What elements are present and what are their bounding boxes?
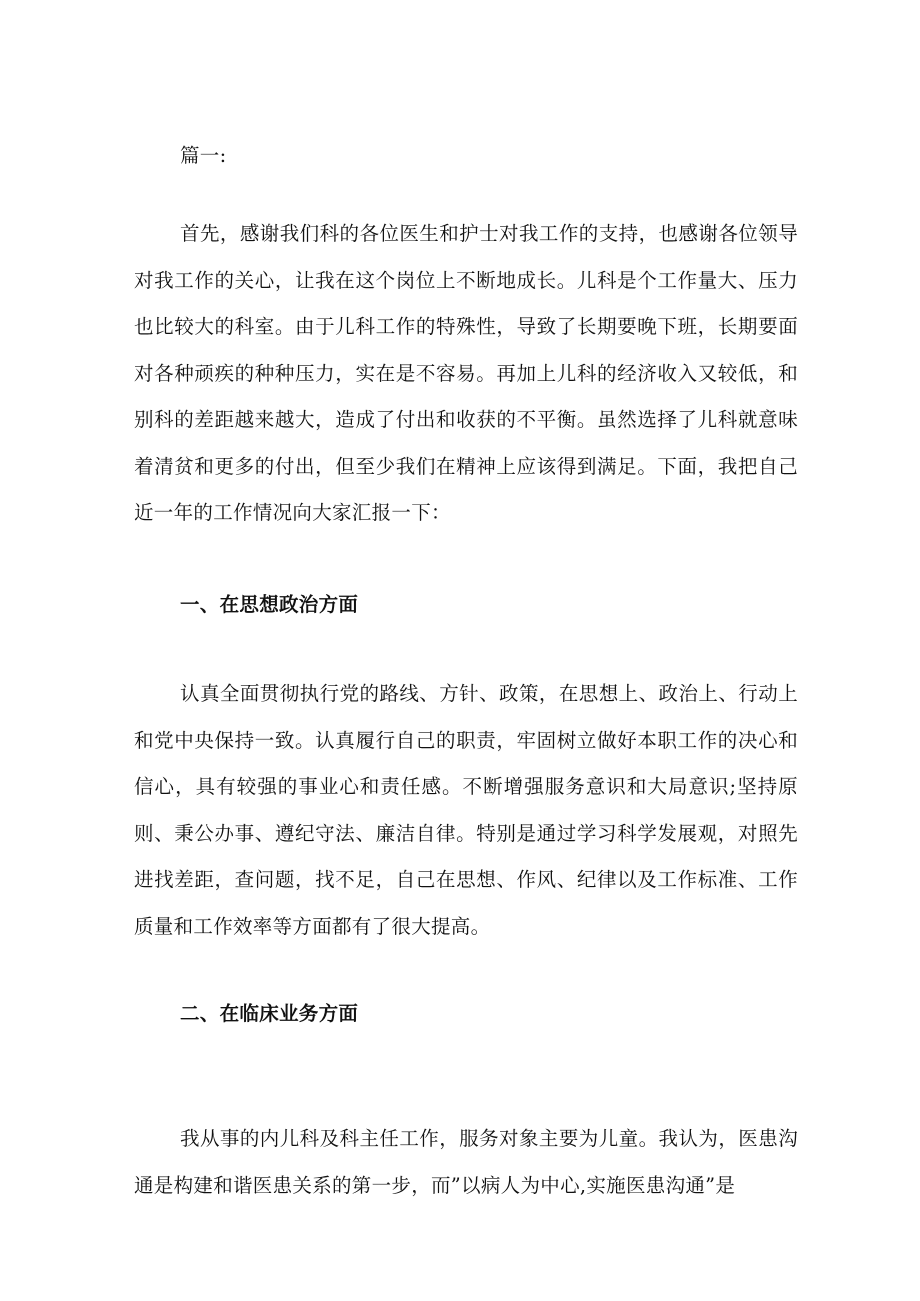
clinical-work-paragraph: 我从事的内儿科及科主任工作，服务对象主要为儿童。我认为，医患沟通是构建和谐医患关系的第一步，而”以病人为中心,实施医患沟通”是 bbox=[134, 1127, 798, 1197]
political-thought-paragraph: 认真全面贯彻执行党的路线、方针、政策，在思想上、政治上、行动上和党中央保持一致。认真履行自己的职责，牢固树立做好本职工作的决心和信心，具有较强的事业心和责任感。不断增强服务意识和大局意识;坚持原则、秉公办事、遵纪守法、廉洁自律。特别是通过学习科学发展观，对照先进找差距，查问题，找不足，自己在思想、作风、纪律以及工作标准、工作质量和工作效率等方面都有了很大提高。 bbox=[134, 682, 798, 938]
intro-paragraph: 首先，感谢我们科的各位医生和护士对我工作的支持，也感谢各位领导对我工作的关心，让我在这个岗位上不断地成长。儿科是个工作量大、压力也比较大的科室。由于儿科工作的特殊性，导致了长期要晚下班，长期要面对各种顽疾的种种压力，实在是不容易。再加上儿科的经济收入又较低，和别科的差距越来越大，造成了付出和收获的不平衡。虽然选择了儿科就意味着清贫和更多的付出，但至少我们在精神上应该得到满足。下面，我把自己近一年的工作情况向大家汇报一下： bbox=[134, 222, 798, 524]
heading-political-thought: 一、在思想政治方面 bbox=[180, 593, 359, 616]
heading-clinical-work: 二、在临床业务方面 bbox=[180, 1002, 359, 1025]
section-label: 篇一: bbox=[180, 144, 227, 167]
